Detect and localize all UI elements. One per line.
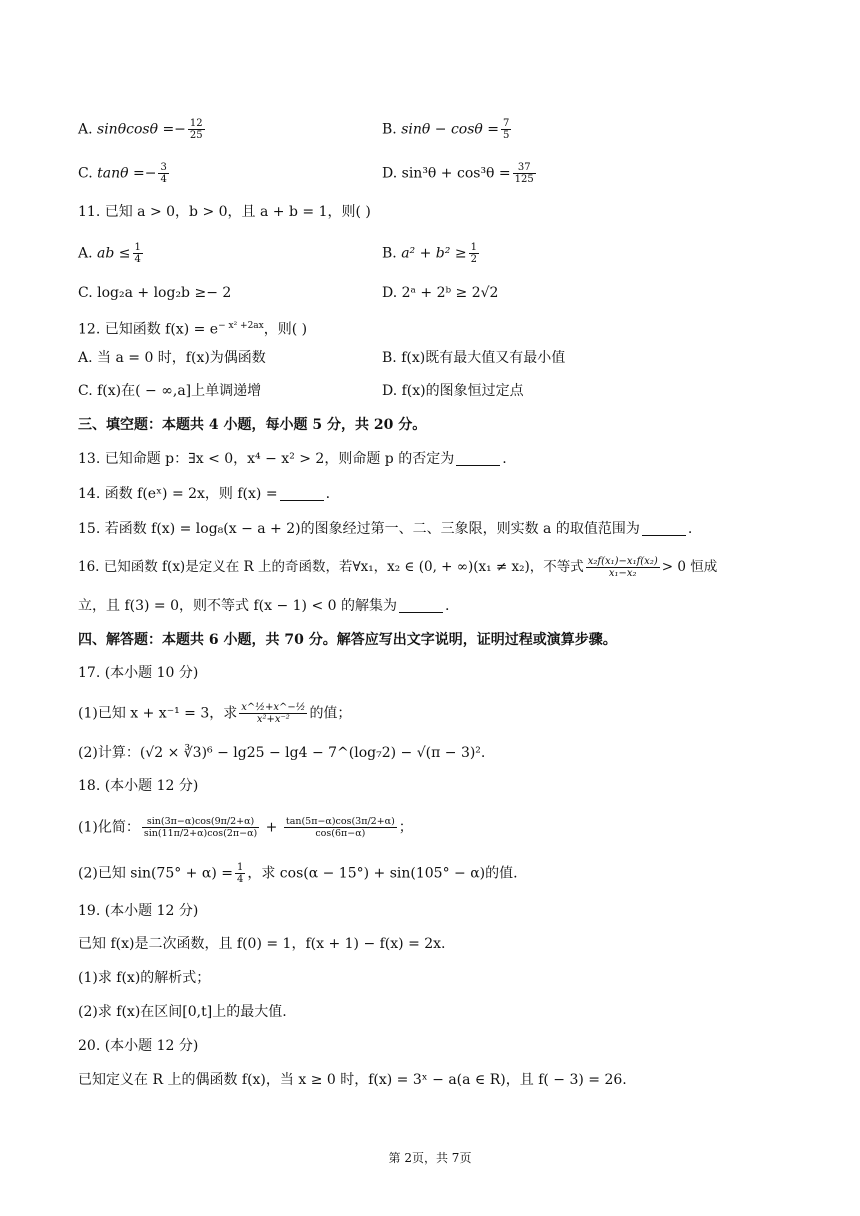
q11-option-b (382, 242, 481, 265)
answer-blank (642, 521, 686, 536)
fraction (158, 162, 168, 185)
q17-heading: 17. (本小题 10 分) (78, 665, 199, 681)
q12-option-d: D. f(x)的图象恒过定点 (382, 383, 524, 399)
q10-option-c (78, 162, 171, 185)
option-expr: sin³θ + cos³θ = (401, 165, 511, 182)
question-text: > 0 恒成 (661, 559, 718, 575)
numerator: 37 (513, 162, 536, 174)
denominator: 25 (189, 130, 203, 141)
denominator: 125 (514, 174, 534, 185)
q20-stem: 已知定义在 R 上的偶函数 f(x)，当 x ≥ 0 时，f(x) = 3ˣ − a(a ∈ R)，且 f( − 3) = 26. (78, 1072, 627, 1088)
option-label: A. (78, 121, 98, 138)
question-text: 14. 函数 f(eˣ) = 2x，则 f(x) = (78, 486, 278, 502)
numerator: tan(5π−α)cos(3π/2+α) (285, 816, 395, 827)
question-text: 立，且 f(3) = 0，则不等式 f(x − 1) < 0 的解集为 (78, 598, 397, 614)
q17-part1 (78, 702, 351, 725)
stem-text: ，则( ) (263, 321, 308, 338)
q19-part2: (2)求 f(x)在区间[0,t]上的最大值. (78, 1004, 287, 1020)
q17-part2: (2)计算：(√2 × ∛3)⁶ − lg25 − lg4 − 7^(log₇2) − √(π − 3)². (78, 745, 486, 761)
option-label: B. (382, 121, 402, 138)
option-label: D. (382, 165, 402, 182)
q18-part1: (1)化简： $\frac{\sin(3\pi-\alpha)\cos(9\pi/2+\alpha)}{\sin(11\pi/2+\alpha)\cos(2\pi-\alpha)}$ + $\frac{\tan(5\pi-\alpha)\cos(3\pi/2+\alpha)}{\cos(6\pi-\alpha)}$ ； (78, 816, 413, 839)
q11-option-c: C. log₂a + log₂b ≥− 2 (78, 285, 232, 301)
answer-blank (280, 486, 324, 501)
q11-option-d: D. 2ᵃ + 2ᵇ ≥ 2√2 (382, 285, 499, 301)
q18-part2 (78, 862, 518, 885)
q16-line2 (78, 596, 449, 616)
stem-text: 12. 已知函数 f(x) = e (78, 321, 219, 338)
fraction (586, 556, 660, 579)
question-text: (1)已知 x + x⁻¹ = 3，求 (78, 705, 238, 722)
denominator: cos(6π−α) (315, 828, 366, 839)
option-expr: ab ≤ (97, 245, 131, 262)
section-heading-fill-in: 三、填空题：本题共 4 小题，每小题 5 分，共 20 分。 (78, 417, 427, 433)
q11-stem: 11. 已知 a > 0，b > 0，且 a + b = 1，则( ) (78, 204, 371, 220)
q19-heading: 19. (本小题 12 分) (78, 903, 199, 919)
question-text: 15. 若函数 f(x) = log₈(x − a + 2)的图象经过第一、二、三象限，则实数 a 的取值范围为 (78, 521, 640, 537)
fraction (142, 816, 259, 839)
q19-stem: 已知 f(x)是二次函数，且 f(0) = 1，f(x + 1) − f(x) = 2x. (78, 936, 446, 952)
question-text: ； (398, 819, 413, 836)
q10-option-b (382, 118, 513, 141)
q11-option-a (78, 242, 145, 265)
q10-option-d (382, 162, 538, 185)
numerator: 1 (470, 242, 477, 253)
answer-blank (399, 598, 443, 613)
option-label: A. (78, 245, 98, 262)
option-expr: sinθ − cosθ = (401, 121, 500, 138)
denominator: x₁−x₂ (608, 568, 637, 579)
q12-option-a: A. 当 a = 0 时，f(x)为偶函数 (78, 350, 266, 366)
q20-heading: 20. (本小题 12 分) (78, 1038, 199, 1054)
period: . (687, 521, 693, 537)
q15 (78, 519, 692, 539)
numerator: sin(3π−α)cos(9π/2+α) (142, 816, 259, 828)
denominator: 4 (160, 174, 167, 185)
fraction (133, 242, 143, 265)
page-footer: 第 2页，共 7页 (388, 1151, 472, 1165)
fraction (239, 702, 307, 725)
option-expr: tanθ =− (97, 165, 157, 182)
q13 (78, 449, 507, 469)
option-expr: sinθcosθ =− (97, 121, 186, 138)
question-text: 的值； (309, 705, 352, 722)
section-heading-solutions: 四、解答题：本题共 6 小题，共 70 分。解答应写出文字说明，证明过程或演算步骤。 (78, 632, 617, 648)
denominator: 4 (236, 874, 244, 885)
option-label: C. (78, 165, 98, 182)
option-expr: a² + b² ≥ (401, 245, 467, 262)
period: . (325, 486, 331, 502)
fraction (284, 816, 397, 839)
period: . (502, 451, 507, 467)
exponent: − x² +2ax (218, 321, 264, 331)
q18-heading: 18. (本小题 12 分) (78, 778, 199, 794)
denominator: sin(11π/2+α)cos(2π−α) (143, 828, 258, 839)
fraction (501, 118, 511, 141)
fraction (235, 862, 245, 885)
q10-option-a (78, 118, 207, 141)
fraction (188, 118, 205, 141)
q16-line1 (78, 556, 717, 579)
numerator: 3 (160, 162, 167, 173)
denominator: 4 (134, 254, 141, 265)
answer-blank (456, 451, 500, 466)
q19-part1: (1)求 f(x)的解析式； (78, 970, 211, 986)
numerator: 1 (236, 862, 244, 873)
denominator: x²+x⁻² (256, 714, 290, 725)
q12-option-b: B. f(x)既有最大值又有最小值 (382, 350, 566, 366)
fraction (513, 162, 536, 185)
q12-stem (78, 316, 307, 340)
denominator: 5 (503, 130, 510, 141)
question-text: (2)已知 sin(75° + α) = (78, 865, 233, 882)
q12-option-c: C. f(x)在( − ∞,a]上单调递增 (78, 383, 262, 399)
denominator: 2 (470, 254, 477, 265)
numerator: 12 (189, 118, 203, 129)
numerator: x^½+x^−½ (241, 702, 306, 713)
option-label: B. (382, 245, 402, 262)
period: . (444, 598, 450, 614)
numerator: 7 (503, 118, 510, 129)
fraction (469, 242, 479, 265)
question-text: ，求 cos(α − 15°) + sin(105° − α)的值. (247, 865, 518, 882)
question-text: (1)化简： (78, 819, 140, 836)
q14 (78, 484, 330, 504)
numerator: 1 (134, 242, 141, 253)
question-text: 16. 已知函数 f(x)是定义在 R 上的奇函数，若∀x₁，x₂ ∈ (0, + ∞)(x₁ ≠ x₂)，不等式 (78, 559, 584, 575)
question-text: 13. 已知命题 p：∃x < 0，x⁴ − x² > 2，则命题 p 的否定为 (78, 451, 455, 467)
numerator: x₂f(x₁)−x₁f(x₂) (587, 556, 658, 567)
